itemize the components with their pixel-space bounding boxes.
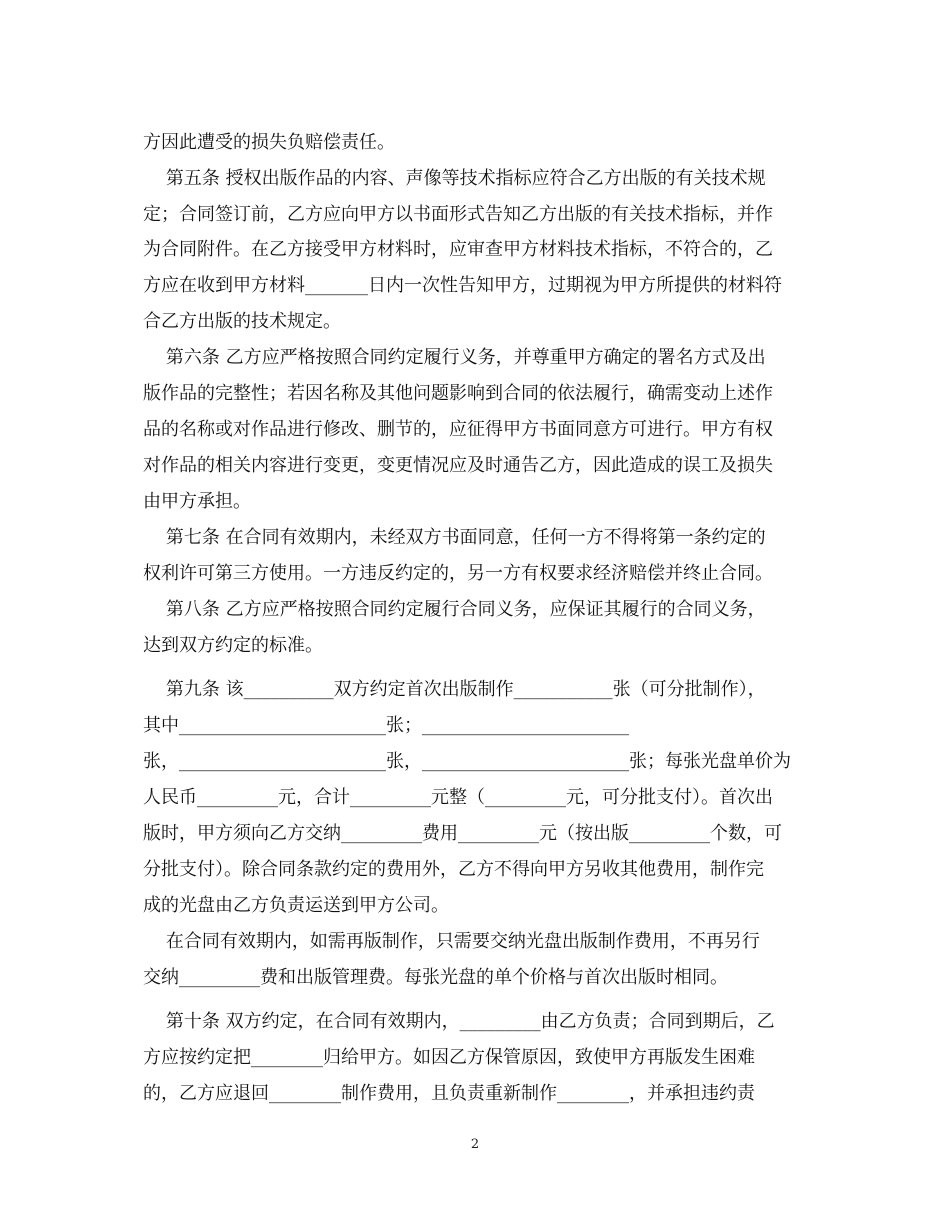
text-line: 权利许可第三方使用。一方违反约定的，另一方有权要求经济赔偿并终止合同。 <box>143 563 773 584</box>
text-line: 的，乙方应退回________制作费用，且负责重新制作________，并承担违约责 <box>143 1083 755 1104</box>
text-line: 定；合同签订前，乙方应向甲方以书面形式告知乙方出版的有关技术指标，并作 <box>143 204 773 225</box>
text-line: 品的名称或对作品进行修改、删节的，应征得甲方书面同意方可进行。甲方有权 <box>143 419 773 440</box>
text-line: 方应在收到甲方材料_______日内一次性告知甲方，过期视为甲方所提供的材料符 <box>143 275 782 296</box>
text-line: 人民币_________元，合计_________元整（_________元，可分批支付）。首次出 <box>143 787 773 808</box>
text-line: 成的光盘由乙方负责运送到甲方公司。 <box>143 895 449 916</box>
text-line: 第九条 该__________双方约定首次出版制作___________张（可分批制作）， <box>143 679 766 700</box>
text-line: 交纳_________费和出版管理费。每张光盘的单个价格与首次出版时相同。 <box>143 967 728 988</box>
text-line: 版时，甲方须向乙方交纳_________费用_________元（按出版_________个数，可 <box>143 823 782 844</box>
text-line: 版作品的完整性；若因名称及其他问题影响到合同的依法履行，确需变动上述作 <box>143 383 773 404</box>
text-line: 第七条 在合同有效期内，未经双方书面同意，任何一方不得将第一条约定的 <box>143 527 766 548</box>
text-line: 方因此遭受的损失负赔偿责任。 <box>143 132 395 153</box>
text-line: 由甲方承担。 <box>143 491 251 512</box>
text-line: 达到双方约定的标准。 <box>143 635 323 656</box>
text-line: 其中_______________________张；_______________________ <box>143 715 629 736</box>
text-line: 为合同附件。在乙方接受甲方材料时，应审查甲方材料技术指标，不符合的，乙 <box>143 239 773 260</box>
text-line: 第十条 双方约定，在合同有效期内，_________由乙方负责；合同到期后，乙 <box>143 1011 775 1032</box>
text-line: 第五条 授权出版作品的内容、声像等技术指标应符合乙方出版的有关技术规 <box>143 168 766 189</box>
text-line: 合乙方出版的技术规定。 <box>143 311 341 332</box>
text-line: 对作品的相关内容进行变更，变更情况应及时通告乙方，因此造成的误工及损失 <box>143 455 773 476</box>
page-number: 2 <box>470 1137 480 1152</box>
text-line: 分批支付）。除合同条款约定的费用外，乙方不得向甲方另收其他费用，制作完 <box>143 859 764 880</box>
text-line: 在合同有效期内，如需再版制作，只需要交纳光盘出版制作费用，不再另行 <box>143 931 760 952</box>
text-line: 第六条 乙方应严格按照合同约定履行义务，并尊重甲方确定的署名方式及出 <box>143 347 766 368</box>
text-line: 张，_______________________张，_______________________张；每张光盘单价为 <box>143 751 791 772</box>
text-line: 方应按约定把________归给甲方。如因乙方保管原因，致使甲方再版发生困难 <box>143 1047 755 1068</box>
text-line: 第八条 乙方应严格按照合同约定履行合同义务，应保证其履行的合同义务， <box>143 599 766 620</box>
